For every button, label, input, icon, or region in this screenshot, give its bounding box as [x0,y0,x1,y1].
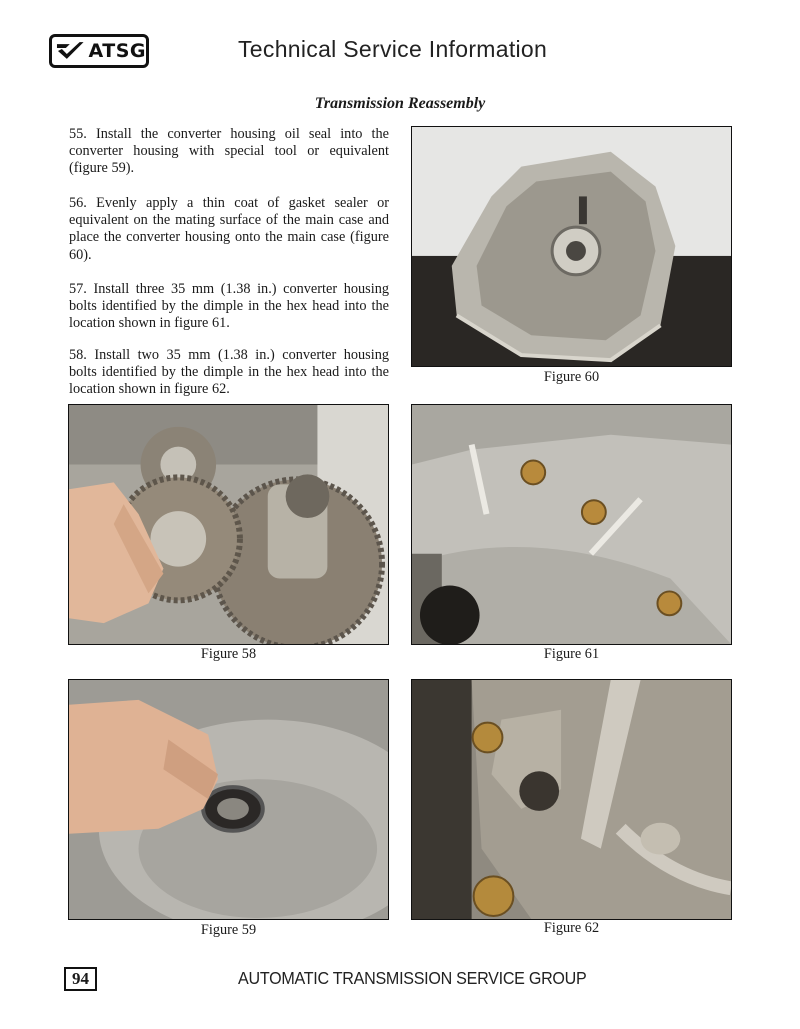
gear-set-photo-icon [69,405,388,644]
footer-text: AUTOMATIC TRANSMISSION SERVICE GROUP [238,968,587,988]
figure-58-caption: Figure 58 [200,646,257,662]
figure-60-caption: Figure 60 [543,369,600,385]
figure-61-caption: Figure 61 [543,646,600,662]
figure-62-photo [411,679,732,920]
atsg-logo [49,34,149,68]
step-58: 58. Install two 35 mm (1.38 in.) converter housing bolts identified by the dimple in the hex head into the location shown in figure 62. [69,347,389,398]
step-56: 56. Evenly apply a thin coat of gasket sealer or equivalent on the mating surface of the main case and place the converter housing onto the main case (figure 60). [69,195,389,263]
oil-seal-photo-icon [69,680,388,919]
figure-59-caption: Figure 59 [200,922,257,938]
figure-61-photo [411,404,732,645]
figure-58-photo [68,404,389,645]
figure-60-photo [411,126,732,367]
figure-59-photo [68,679,389,920]
page-number: 94 [64,967,97,991]
step-57: 57. Install three 35 mm (1.38 in.) converter housing bolts identified by the dimple in the hex head into the location shown in figure 61. [69,281,389,332]
case-bolts-photo-icon [412,680,731,919]
checkmark-logo-icon [56,40,86,62]
housing-bolts-photo-icon [412,405,731,644]
section-heading: Transmission Reassembly [314,95,486,112]
step-55: 55. Install the converter housing oil seal into the converter housing with special tool or equivalent (figure 59). [69,126,389,177]
converter-housing-photo-icon [412,127,731,366]
page-header-title: Technical Service Information [238,36,548,62]
logo-text: ATSG [88,40,146,62]
figure-62-caption: Figure 62 [543,920,600,936]
